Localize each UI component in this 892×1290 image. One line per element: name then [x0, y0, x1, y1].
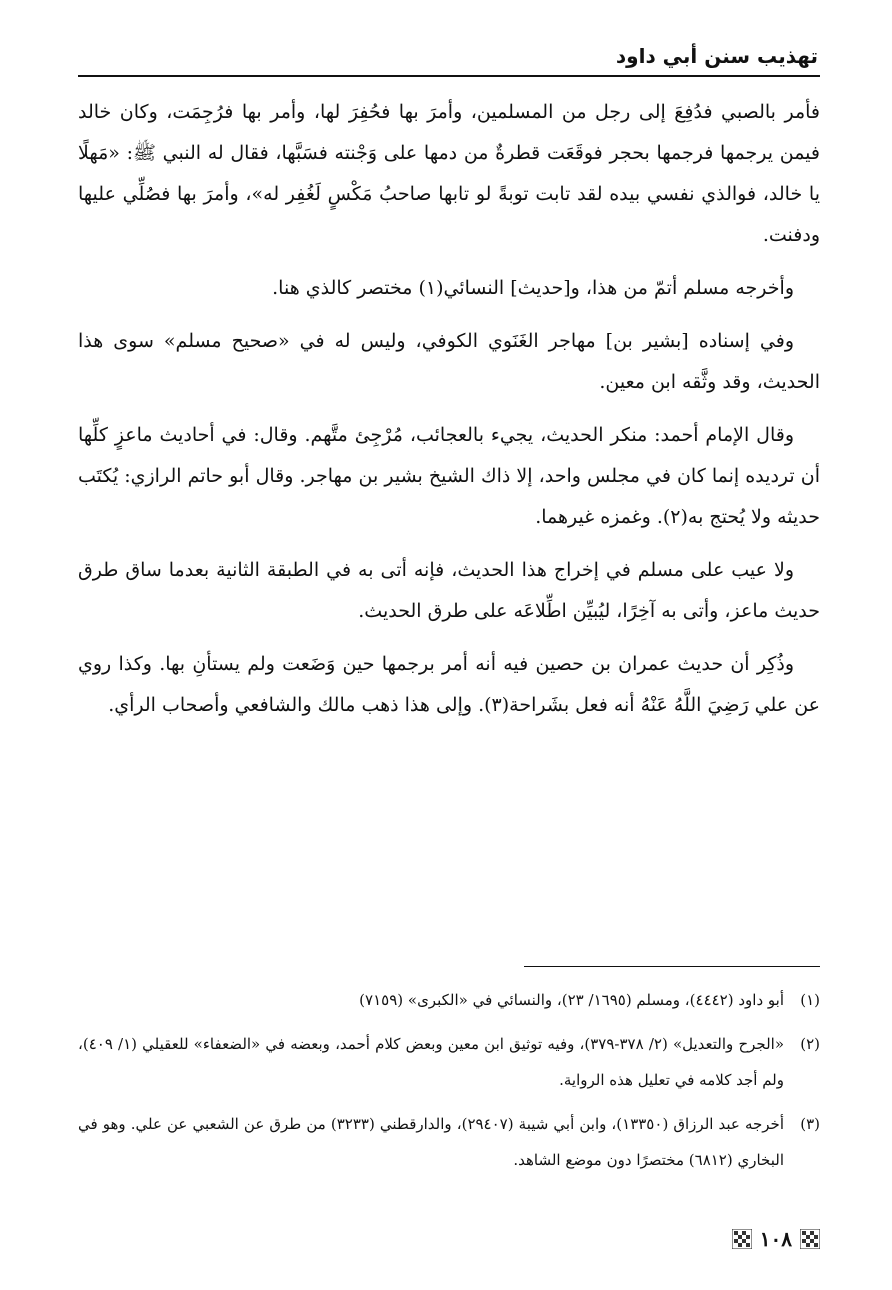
header-rule — [78, 75, 820, 77]
checkered-ornament-icon — [800, 1229, 820, 1249]
paragraph: وذُكِر أن حديث عمران بن حصين فيه أنه أمر برجمها حين وَضَعت ولم يستأنِ بها. وكذا روي عن علي رَضِيَ اللَّهُ عَنْهُ أنه فعل بشَراحة(٣). وإلى هذا ذهب مالك والشافعي وأصحاب الرأي. — [78, 653, 820, 716]
page-header — [78, 42, 820, 82]
paragraph: فأمر بالصبي فدُفِعَ إلى رجل من المسلمين، وأمرَ بها فحُفِرَ لها، وأمر بها فرُجِمَت، وكان خالد فيمن يرجمها فرجمها بحجر فوقَعَت قطرةٌ من دمها على وَجْنته فسَبَّها، فقال له النبي ﷺ: «مَهلًا يا خالد، فوالذي نفسي بيده لقد تابت توبةً لو تابها صاحبُ مَكْسٍ لَغُفِر له»، وأمرَ بها فصُلِّي عليها ودفنت. — [78, 101, 820, 246]
footnote-text: أبو داود (٤٤٤٢)، ومسلم (١٦٩٥/ ٢٣)، والنسائي في «الكبرى» (٧١٥٩) — [359, 991, 784, 1009]
paragraph: وفي إسناده [بشير بن] مهاجر الغَنَوي الكوفي، وليس له في «صحيح مسلم» سوى هذا الحديث، وقد وثَّقه ابن معين. — [78, 330, 820, 393]
footnote — [78, 1026, 820, 1098]
paragraph: وأخرجه مسلم أتمّ من هذا، و[حديث] النسائي(١) مختصر كالذي هنا. — [272, 277, 794, 299]
checkered-ornament-icon — [732, 1229, 752, 1249]
page-footer — [732, 1224, 820, 1254]
footnote-text: أخرجه عبد الرزاق (١٣٣٥٠)، وابن أبي شيبة (٢٩٤٠٧)، والدارقطني (٣٢٣٣) من طرق عن الشعبي عن علي. وهو في البخاري (٦٨١٢) مختصرًا دون موضع الشاهد. — [78, 1115, 784, 1169]
footnote-text: «الجرح والتعديل» (٢/ ٣٧٨-٣٧٩)، وفيه توثيق ابن معين وبعض كلام أحمد، وبعضه في «الضعفاء» للعقيلي (١/ ٤٠٩)، ولم أجد كلامه في تعليل هذه الرواية. — [78, 1035, 784, 1089]
footnote-number: (١) — [800, 991, 820, 1009]
paragraph: ولا عيب على مسلم في إخراج هذا الحديث، فإنه أتى به في الطبقة الثانية بعدما ساق طرق حديث ماعز، وأتى به آخِرًا، ليُبيِّن اطِّلاعَه على طرق الحديث. — [78, 559, 820, 622]
footnote-separator — [524, 966, 820, 967]
footnote — [78, 1106, 820, 1178]
page — [78, 0, 820, 1290]
footnote-number: (٣) — [800, 1115, 820, 1133]
footnotes — [78, 982, 820, 1186]
page-number: ١٠٨ — [759, 1227, 792, 1251]
footnote-number: (٢) — [800, 1035, 820, 1053]
main-text — [78, 92, 820, 738]
footnote — [78, 982, 820, 1018]
paragraph: وقال الإمام أحمد: منكر الحديث، يجيء بالعجائب، مُرْجِئ متَّهم. وقال: في أحاديث ماعزٍ كلِّها أن ترديده إنما كان في مجلس واحد، إلا ذاك الشيخ بشير بن مهاجر. وقال أبو حاتم الرازي: يُكتَب حديثه ولا يُحتج به(٢). وغمزه غيرهما. — [78, 424, 820, 528]
book-title: تهذيب سنن أبي داود — [615, 44, 818, 68]
